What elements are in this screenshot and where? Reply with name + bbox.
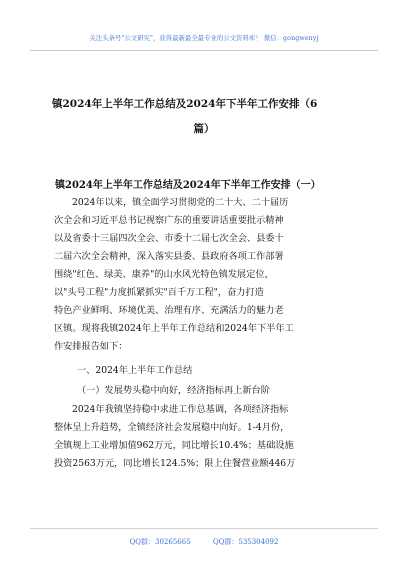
header-banner: 关注头条号"公文研究"，获得最新最全最专业的公文资料库！ 微信：gongwenyj <box>89 35 319 42</box>
intro-paragraph <box>54 194 352 356</box>
paragraph-line: 以"头号工程"力度抓紧抓实"百千万工程"，奋力打造 <box>54 287 264 298</box>
paragraph-line: 围绕"红色、绿美、康养"的山水风光特色镇发展定位， <box>54 269 274 280</box>
paragraph-line: 二届六次全会精神，深入落实县委、县政府各项工作部署 <box>54 251 284 262</box>
section-heading: 镇2024年上半年工作总结及2024年下半年工作安排（一） <box>55 180 321 191</box>
paragraph-line: 次全会和习近平总书记视察广东的重要讲话重要批示精神 <box>54 215 284 226</box>
paragraph-line: 全镇规上工业增加值962万元，同比增长10.4%；基础设施 <box>54 440 294 451</box>
document-title-continuation: 篇） <box>193 123 215 135</box>
paragraph-line: 作安排报告如下： <box>54 341 128 352</box>
outline-heading-1: 一、2024年上半年工作总结 <box>77 365 193 376</box>
economic-paragraph <box>54 401 352 473</box>
footer-qq-group-1: QQ群：30265665 <box>129 538 191 546</box>
paragraph-line: 以及省委十三届四次全会、市委十二届七次全会、县委十 <box>54 233 284 244</box>
paragraph-line: 整体呈上升趋势，全镇经济社会发展稳中向好。1-4月份， <box>54 422 290 433</box>
footer-qq-group-2: QQ群：535304092 <box>212 538 279 546</box>
paragraph-line: 投资2563万元，同比增长124.5%；限上住餐营业额446万 <box>54 458 296 469</box>
paragraph-line: 特色产业鲜明、环境优美、治理有序、充满活力的魅力老 <box>54 305 284 316</box>
footer-divider <box>30 528 378 529</box>
paragraph-line: 区镇。现将我镇2024年上半年工作总结和2024年下半年工 <box>54 323 294 334</box>
header-divider <box>30 50 378 51</box>
paragraph-line: 2024年我镇坚持稳中求进工作总基调，各项经济指标 <box>72 404 289 415</box>
document-title: 镇2024年上半年工作总结及2024年下半年工作安排（6 <box>52 98 318 110</box>
outline-heading-2: （一）发展势头稳中向好，经济指标再上新台阶 <box>77 385 270 396</box>
paragraph-line: 2024年以来，镇全面学习贯彻党的二十大、二十届历 <box>72 197 289 208</box>
footer <box>0 537 408 547</box>
